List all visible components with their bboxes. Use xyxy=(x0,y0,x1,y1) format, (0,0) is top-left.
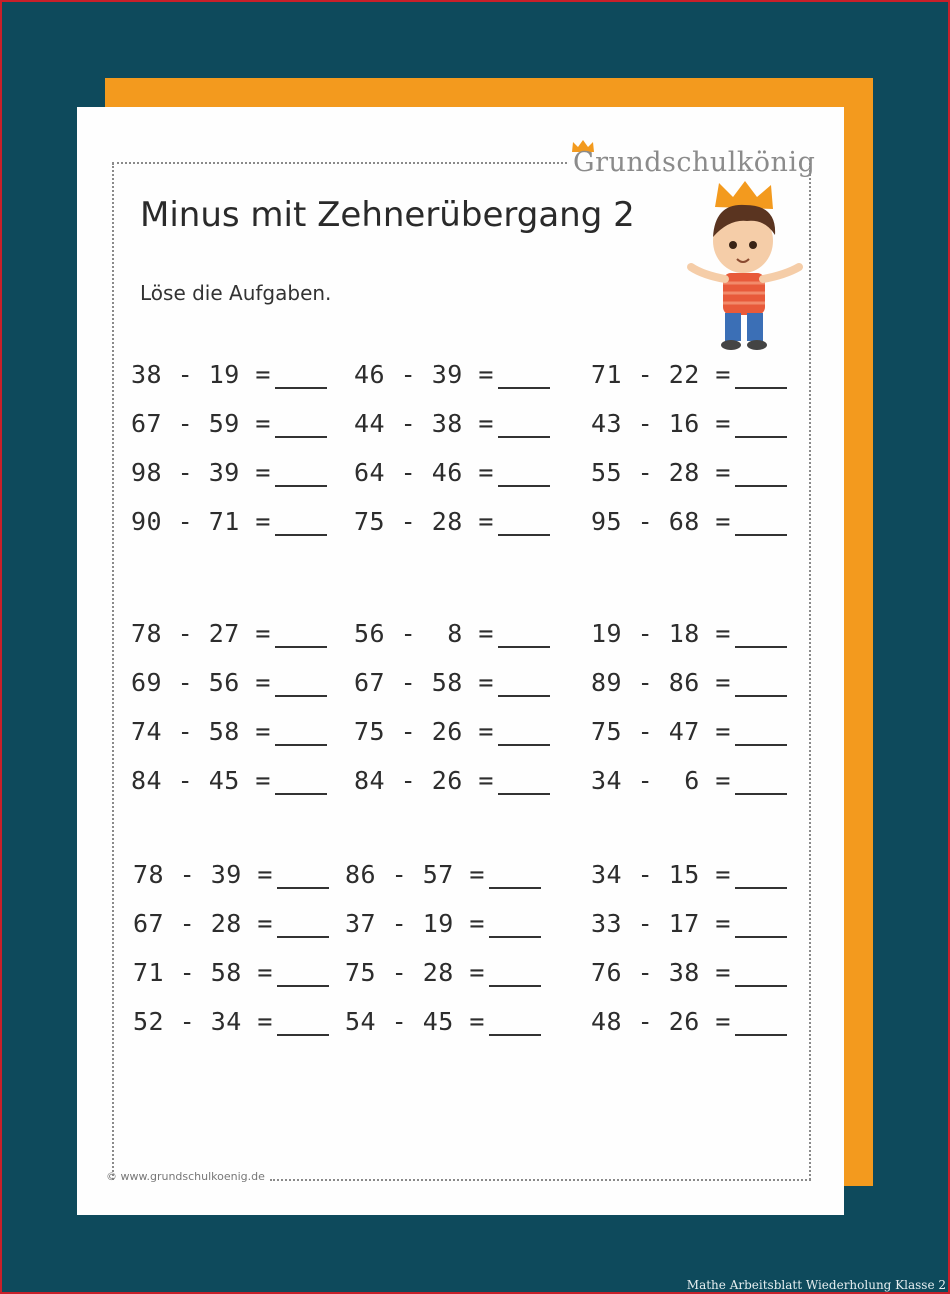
footer-copyright: © www.grundschulkoenig.de xyxy=(106,1170,265,1183)
exercise-row: 52 - 34 = xyxy=(133,1007,329,1036)
answer-blank[interactable] xyxy=(735,985,787,987)
answer-blank[interactable] xyxy=(735,936,787,938)
answer-blank[interactable] xyxy=(275,534,327,536)
exercise-row: 76 - 38 = xyxy=(591,958,787,987)
answer-blank[interactable] xyxy=(735,887,787,889)
exercise-row: 55 - 28 = xyxy=(591,458,787,487)
exercise-row: 38 - 19 = xyxy=(131,360,327,389)
answer-blank[interactable] xyxy=(489,985,541,987)
answer-blank[interactable] xyxy=(275,485,327,487)
exercise-row: 98 - 39 = xyxy=(131,458,327,487)
answer-blank[interactable] xyxy=(735,793,787,795)
answer-blank[interactable] xyxy=(498,793,550,795)
answer-blank[interactable] xyxy=(489,887,541,889)
exercise-row: 74 - 58 = xyxy=(131,717,327,746)
exercise-row: 84 - 26 = xyxy=(354,766,550,795)
exercise-row: 75 - 28 = xyxy=(345,958,541,987)
exercise-row: 86 - 57 = xyxy=(345,860,541,889)
exercise-row: 34 - 6 = xyxy=(591,766,787,795)
brand-name: Grundschulkönig xyxy=(573,147,816,178)
exercise-row: 84 - 45 = xyxy=(131,766,327,795)
exercise-row: 78 - 27 = xyxy=(131,619,327,648)
answer-blank[interactable] xyxy=(277,985,329,987)
exercise-row: 33 - 17 = xyxy=(591,909,787,938)
exercise-row: 78 - 39 = xyxy=(133,860,329,889)
answer-blank[interactable] xyxy=(498,695,550,697)
worksheet-paper xyxy=(77,107,844,1215)
answer-blank[interactable] xyxy=(275,387,327,389)
exercise-row: 44 - 38 = xyxy=(354,409,550,438)
answer-blank[interactable] xyxy=(498,485,550,487)
exercise-row: 75 - 26 = xyxy=(354,717,550,746)
answer-blank[interactable] xyxy=(489,936,541,938)
answer-blank[interactable] xyxy=(275,744,327,746)
answer-blank[interactable] xyxy=(735,744,787,746)
exercise-row: 67 - 59 = xyxy=(131,409,327,438)
image-caption: Mathe Arbeitsblatt Wiederholung Klasse 2 xyxy=(686,1278,946,1292)
exercise-row: 37 - 19 = xyxy=(345,909,541,938)
exercise-row: 69 - 56 = xyxy=(131,668,327,697)
answer-blank[interactable] xyxy=(498,534,550,536)
answer-blank[interactable] xyxy=(277,1034,329,1036)
answer-blank[interactable] xyxy=(498,744,550,746)
exercise-row: 54 - 45 = xyxy=(345,1007,541,1036)
answer-blank[interactable] xyxy=(735,485,787,487)
exercise-row: 64 - 46 = xyxy=(354,458,550,487)
answer-blank[interactable] xyxy=(275,646,327,648)
exercise-row: 71 - 22 = xyxy=(591,360,787,389)
exercise-row: 90 - 71 = xyxy=(131,507,327,536)
worksheet-title: Minus mit Zehnerübergang 2 xyxy=(140,195,635,235)
worksheet-instruction: Löse die Aufgaben. xyxy=(140,281,332,305)
answer-blank[interactable] xyxy=(275,695,327,697)
bottom-dotted-border xyxy=(270,1179,811,1181)
exercise-row: 71 - 58 = xyxy=(133,958,329,987)
answer-blank[interactable] xyxy=(489,1034,541,1036)
exercise-row: 46 - 39 = xyxy=(354,360,550,389)
answer-blank[interactable] xyxy=(735,1034,787,1036)
child-mascot-illustration xyxy=(685,179,807,351)
exercise-row: 19 - 18 = xyxy=(591,619,787,648)
answer-blank[interactable] xyxy=(275,436,327,438)
answer-blank[interactable] xyxy=(498,436,550,438)
answer-blank[interactable] xyxy=(498,387,550,389)
exercise-row: 43 - 16 = xyxy=(591,409,787,438)
exercise-row: 75 - 47 = xyxy=(591,717,787,746)
answer-blank[interactable] xyxy=(735,534,787,536)
exercise-row: 34 - 15 = xyxy=(591,860,787,889)
answer-blank[interactable] xyxy=(277,887,329,889)
answer-blank[interactable] xyxy=(277,936,329,938)
answer-blank[interactable] xyxy=(498,646,550,648)
exercise-row: 67 - 28 = xyxy=(133,909,329,938)
exercise-row: 67 - 58 = xyxy=(354,668,550,697)
answer-blank[interactable] xyxy=(275,793,327,795)
exercise-row: 75 - 28 = xyxy=(354,507,550,536)
answer-blank[interactable] xyxy=(735,646,787,648)
answer-blank[interactable] xyxy=(735,436,787,438)
exercise-row: 95 - 68 = xyxy=(591,507,787,536)
answer-blank[interactable] xyxy=(735,695,787,697)
exercise-row: 48 - 26 = xyxy=(591,1007,787,1036)
exercise-row: 56 - 8 = xyxy=(354,619,550,648)
exercise-row: 89 - 86 = xyxy=(591,668,787,697)
answer-blank[interactable] xyxy=(735,387,787,389)
